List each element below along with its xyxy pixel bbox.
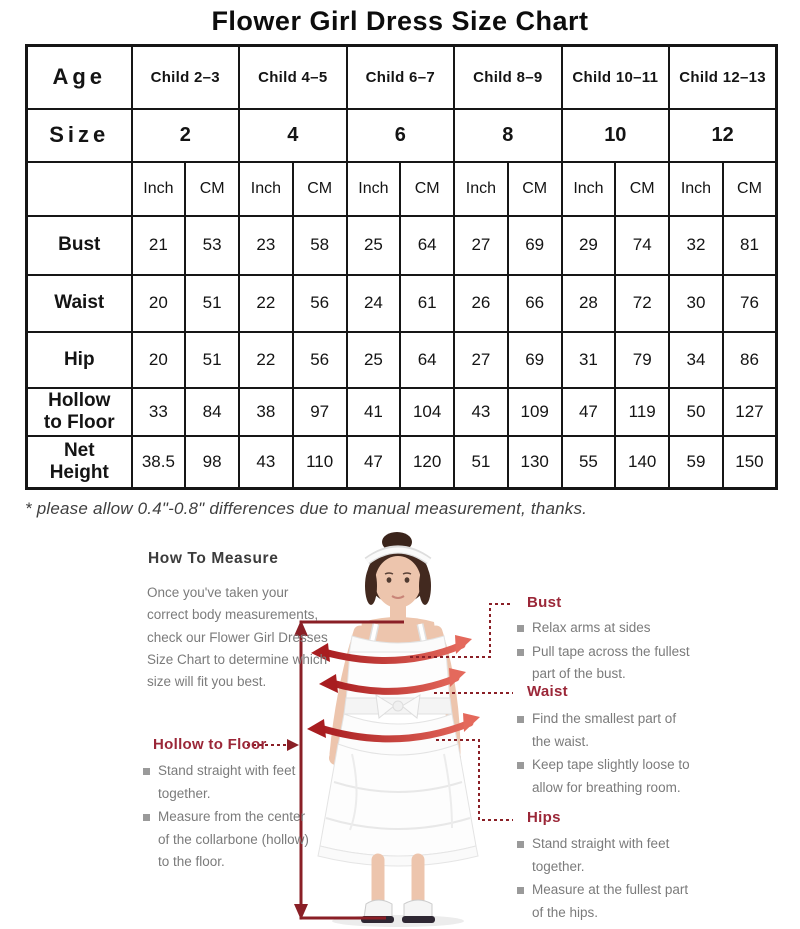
data-cell: 33 bbox=[132, 388, 186, 436]
unit-cm-cell: CM bbox=[508, 162, 562, 216]
size-header: Size bbox=[27, 109, 132, 162]
list-item: Pull tape across the fullest part of the bust. bbox=[517, 641, 693, 686]
data-cell: 50 bbox=[669, 388, 723, 436]
measure-intro-text: Once you've taken your correct body measurements, check our Flower Girl Dresses Size Chart to determine which size will fit you best. bbox=[147, 585, 328, 690]
data-cell: 27 bbox=[454, 216, 508, 275]
table-row-hollow-to-floor bbox=[27, 388, 777, 436]
how-to-measure-heading: How To Measure bbox=[148, 550, 279, 567]
age-header: Age bbox=[27, 46, 132, 109]
data-cell: 104 bbox=[400, 388, 454, 436]
data-cell: 25 bbox=[347, 332, 401, 388]
data-cell: 51 bbox=[185, 332, 239, 388]
table-row-size bbox=[27, 109, 777, 162]
hips-label: Hips bbox=[527, 809, 561, 826]
data-cell: 86 bbox=[723, 332, 777, 388]
size-cell: 6 bbox=[347, 109, 455, 162]
bust-bullets bbox=[517, 617, 693, 687]
data-cell: 130 bbox=[508, 436, 562, 489]
square-bullet-icon bbox=[517, 716, 524, 723]
table-row-units bbox=[27, 162, 777, 216]
data-cell: 38 bbox=[239, 388, 293, 436]
data-cell: 76 bbox=[723, 275, 777, 332]
data-cell: 20 bbox=[132, 332, 186, 388]
measurement-tolerance-note: * please allow 0.4"-0.8" differences due to manual measurement, thanks. bbox=[25, 499, 588, 518]
data-cell: 23 bbox=[239, 216, 293, 275]
data-cell: 32 bbox=[669, 216, 723, 275]
data-cell: 64 bbox=[400, 216, 454, 275]
data-cell: 119 bbox=[615, 388, 669, 436]
data-cell: 56 bbox=[293, 332, 347, 388]
age-cell: Child 12–13 bbox=[669, 46, 777, 109]
data-cell: 59 bbox=[669, 436, 723, 489]
unit-inch-cell: Inch bbox=[562, 162, 616, 216]
data-cell: 61 bbox=[400, 275, 454, 332]
bust-label: Bust bbox=[527, 594, 562, 611]
table-row-age bbox=[27, 46, 777, 109]
hollow-to-floor-bullets bbox=[143, 760, 315, 875]
unit-inch-cell: Inch bbox=[454, 162, 508, 216]
list-item: Find the smallest part of the waist. bbox=[517, 708, 693, 753]
data-cell: 26 bbox=[454, 275, 508, 332]
data-cell: 84 bbox=[185, 388, 239, 436]
square-bullet-icon bbox=[517, 649, 524, 656]
data-cell: 110 bbox=[293, 436, 347, 489]
row-label-waist: Waist bbox=[27, 275, 132, 332]
data-cell: 29 bbox=[562, 216, 616, 275]
data-cell: 140 bbox=[615, 436, 669, 489]
data-cell: 43 bbox=[239, 436, 293, 489]
data-cell: 150 bbox=[723, 436, 777, 489]
square-bullet-icon bbox=[517, 625, 524, 632]
list-item: Stand straight with feet together. bbox=[143, 760, 315, 805]
data-cell: 47 bbox=[562, 388, 616, 436]
age-cell: Child 8–9 bbox=[454, 46, 562, 109]
data-cell: 64 bbox=[400, 332, 454, 388]
data-cell: 109 bbox=[508, 388, 562, 436]
data-cell: 51 bbox=[185, 275, 239, 332]
size-cell: 4 bbox=[239, 109, 347, 162]
table-row-net-height bbox=[27, 436, 777, 489]
hollow-to-floor-label: Hollow to Floor bbox=[153, 736, 267, 753]
age-cell: Child 2–3 bbox=[132, 46, 240, 109]
data-cell: 20 bbox=[132, 275, 186, 332]
waist-label: Waist bbox=[527, 683, 568, 700]
age-cell: Child 4–5 bbox=[239, 46, 347, 109]
size-cell: 12 bbox=[669, 109, 777, 162]
row-label-net-height: Net Height bbox=[27, 436, 132, 489]
data-cell: 58 bbox=[293, 216, 347, 275]
data-cell: 28 bbox=[562, 275, 616, 332]
data-cell: 43 bbox=[454, 388, 508, 436]
row-label-hip: Hip bbox=[27, 332, 132, 388]
data-cell: 66 bbox=[508, 275, 562, 332]
list-item: Stand straight with feet together. bbox=[517, 833, 693, 878]
data-cell: 24 bbox=[347, 275, 401, 332]
data-cell: 69 bbox=[508, 216, 562, 275]
square-bullet-icon bbox=[143, 814, 150, 821]
data-cell: 120 bbox=[400, 436, 454, 489]
size-chart-table bbox=[25, 44, 778, 490]
size-cell: 8 bbox=[454, 109, 562, 162]
data-cell: 21 bbox=[132, 216, 186, 275]
data-cell: 56 bbox=[293, 275, 347, 332]
row-label-hollow-to-floor: Hollow to Floor bbox=[27, 388, 132, 436]
hips-bullets bbox=[517, 833, 693, 925]
unit-inch-cell: Inch bbox=[347, 162, 401, 216]
data-cell: 30 bbox=[669, 275, 723, 332]
page-title: Flower Girl Dress Size Chart bbox=[211, 6, 589, 36]
unit-inch-cell: Inch bbox=[132, 162, 186, 216]
data-cell: 55 bbox=[562, 436, 616, 489]
data-cell: 27 bbox=[454, 332, 508, 388]
data-cell: 98 bbox=[185, 436, 239, 489]
data-cell: 81 bbox=[723, 216, 777, 275]
unit-cm-cell: CM bbox=[400, 162, 454, 216]
how-to-measure-section bbox=[0, 530, 800, 929]
table-row-bust bbox=[27, 216, 777, 275]
table-row-waist bbox=[27, 275, 777, 332]
age-cell: Child 6–7 bbox=[347, 46, 455, 109]
data-cell: 34 bbox=[669, 332, 723, 388]
square-bullet-icon bbox=[517, 887, 524, 894]
unit-inch-cell: Inch bbox=[239, 162, 293, 216]
list-item: Keep tape slightly loose to allow for breathing room. bbox=[517, 754, 693, 799]
data-cell: 69 bbox=[508, 332, 562, 388]
data-cell: 41 bbox=[347, 388, 401, 436]
data-cell: 31 bbox=[562, 332, 616, 388]
corner-cell bbox=[27, 162, 132, 216]
data-cell: 22 bbox=[239, 275, 293, 332]
size-cell: 2 bbox=[132, 109, 240, 162]
list-item: Relax arms at sides bbox=[517, 617, 693, 640]
list-item: Measure from the center of the collarbone (hollow) to the floor. bbox=[143, 806, 315, 874]
data-cell: 127 bbox=[723, 388, 777, 436]
list-item: Measure at the fullest part of the hips. bbox=[517, 879, 693, 924]
square-bullet-icon bbox=[143, 768, 150, 775]
data-cell: 97 bbox=[293, 388, 347, 436]
hollow-callout-arrow-icon bbox=[287, 739, 299, 751]
data-cell: 38.5 bbox=[132, 436, 186, 489]
unit-inch-cell: Inch bbox=[669, 162, 723, 216]
square-bullet-icon bbox=[517, 841, 524, 848]
unit-cm-cell: CM bbox=[723, 162, 777, 216]
data-cell: 47 bbox=[347, 436, 401, 489]
data-cell: 74 bbox=[615, 216, 669, 275]
size-cell: 10 bbox=[562, 109, 670, 162]
table-row-hip bbox=[27, 332, 777, 388]
data-cell: 51 bbox=[454, 436, 508, 489]
data-cell: 72 bbox=[615, 275, 669, 332]
data-cell: 25 bbox=[347, 216, 401, 275]
unit-cm-cell: CM bbox=[185, 162, 239, 216]
square-bullet-icon bbox=[517, 762, 524, 769]
waist-bullets bbox=[517, 708, 693, 800]
data-cell: 22 bbox=[239, 332, 293, 388]
data-cell: 79 bbox=[615, 332, 669, 388]
row-label-bust: Bust bbox=[27, 216, 132, 275]
age-cell: Child 10–11 bbox=[562, 46, 670, 109]
unit-cm-cell: CM bbox=[615, 162, 669, 216]
data-cell: 53 bbox=[185, 216, 239, 275]
unit-cm-cell: CM bbox=[293, 162, 347, 216]
